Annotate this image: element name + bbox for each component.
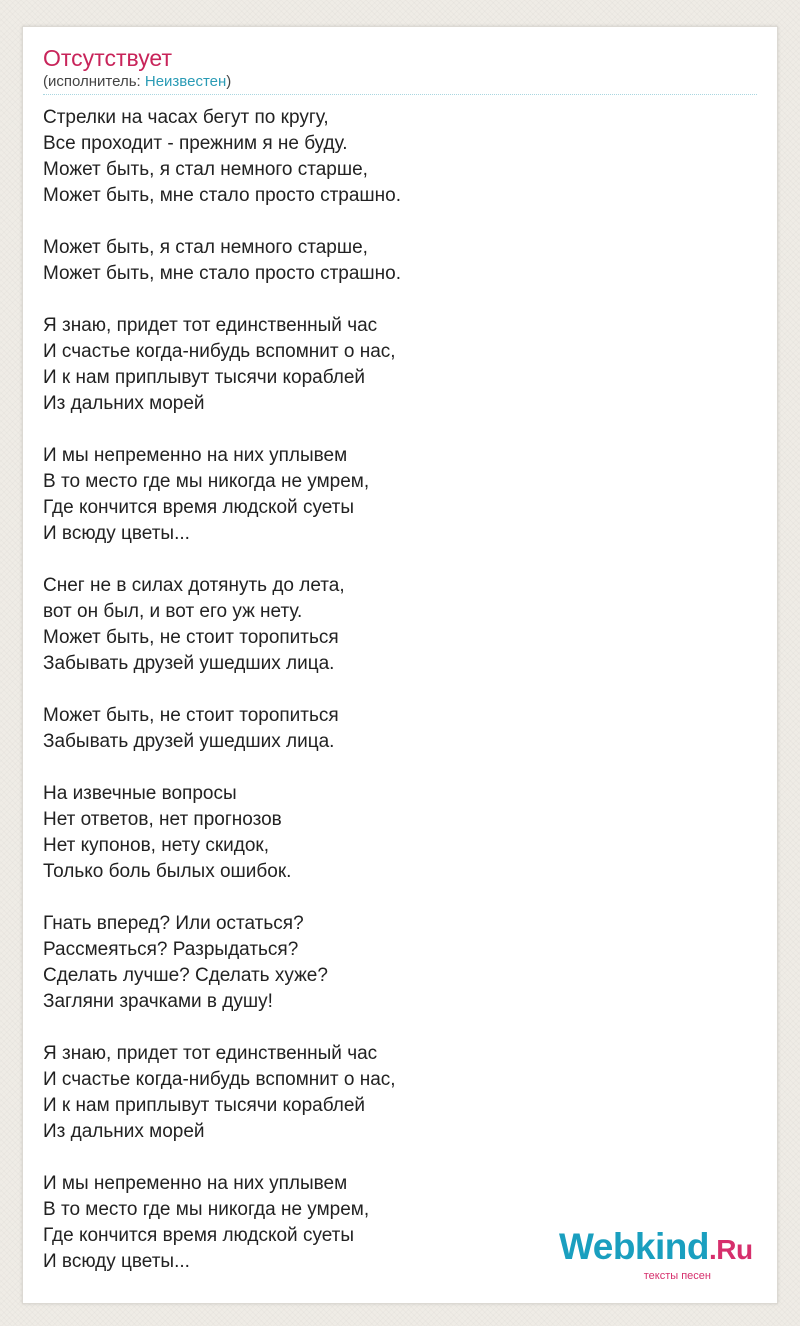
lyric-line: Только боль былых ошибок. xyxy=(43,861,292,882)
lyric-line: Рассмеяться? Разрыдаться? xyxy=(43,939,299,960)
logo-wordmark xyxy=(559,1226,753,1270)
logo-tld: .Ru xyxy=(709,1234,753,1265)
stanza xyxy=(43,105,743,209)
lyric-line: И к нам приплывут тысячи кораблей xyxy=(43,367,366,388)
lyric-line: Снег не в силах дотянуть до лета, xyxy=(43,575,345,596)
lyric-line: Где кончится время людской суеты xyxy=(43,497,355,518)
lyric-line: Может быть, я стал немного старше, xyxy=(43,237,368,258)
stanza xyxy=(43,235,743,287)
lyric-line: В то место где мы никогда не умрем, xyxy=(43,471,370,492)
lyric-line: вот он был, и вот его уж нету. xyxy=(43,601,303,622)
artist-suffix: ) xyxy=(226,73,232,90)
lyric-line: И к нам приплывут тысячи кораблей xyxy=(43,1095,366,1116)
lyric-line: Я знаю, придет тот единственный час xyxy=(43,1043,378,1064)
lyric-line: Забывать друзей ушедших лица. xyxy=(43,731,335,752)
stanza xyxy=(43,573,743,677)
lyric-line: И мы непременно на них уплывем xyxy=(43,1173,348,1194)
lyric-line: И всюду цветы... xyxy=(43,1251,190,1272)
lyric-line: Из дальних морей xyxy=(43,1121,205,1142)
lyric-line: Сделать лучше? Сделать хуже? xyxy=(43,965,328,986)
lyric-line: Из дальних морей xyxy=(43,393,205,414)
lyric-line: Может быть, не стоит торопиться xyxy=(43,705,339,726)
lyric-line: Все проходит - прежним я не буду. xyxy=(43,133,348,154)
title-divider xyxy=(43,94,757,95)
lyric-line: Я знаю, придет тот единственный час xyxy=(43,315,378,336)
lyric-line: Нет ответов, нет прогнозов xyxy=(43,809,282,830)
lyric-line: В то место где мы никогда не умрем, xyxy=(43,1199,370,1220)
lyric-line: Нет купонов, нету скидок, xyxy=(43,835,270,856)
stanza xyxy=(43,703,743,755)
stanza xyxy=(43,313,743,417)
artist-line xyxy=(43,73,231,91)
lyric-line: Загляни зрачками в душу! xyxy=(43,991,273,1012)
artist-link[interactable]: Неизвестен xyxy=(144,73,227,90)
stanza xyxy=(43,1041,743,1145)
site-logo[interactable] xyxy=(559,1226,753,1282)
lyric-line: Может быть, не стоит торопиться xyxy=(43,627,339,648)
lyric-line: Стрелки на часах бегут по кругу, xyxy=(43,107,329,128)
lyrics-card xyxy=(22,26,778,1304)
logo-name: Webkind xyxy=(559,1226,709,1267)
stanza xyxy=(43,443,743,547)
stanza xyxy=(43,781,743,885)
lyrics-body xyxy=(43,105,743,1301)
lyric-line: И счастье когда-нибудь вспомнит о нас, xyxy=(43,1069,396,1090)
artist-prefix: (исполнитель: xyxy=(43,73,145,90)
lyric-line: Забывать друзей ушедших лица. xyxy=(43,653,335,674)
lyric-line: И счастье когда-нибудь вспомнит о нас, xyxy=(43,341,396,362)
lyric-line: Может быть, я стал немного старше, xyxy=(43,159,368,180)
song-title: Отсутствует xyxy=(43,45,172,71)
stanza xyxy=(43,911,743,1015)
lyric-line: И мы непременно на них уплывем xyxy=(43,445,348,466)
lyric-line: Гнать вперед? Или остаться? xyxy=(43,913,304,934)
lyric-line: Может быть, мне стало просто страшно. xyxy=(43,263,401,284)
lyric-line: И всюду цветы... xyxy=(43,523,190,544)
logo-tagline: тексты песен xyxy=(643,1270,711,1282)
lyric-line: На извечные вопросы xyxy=(43,783,237,804)
lyric-line: Где кончится время людской суеты xyxy=(43,1225,355,1246)
lyric-line: Может быть, мне стало просто страшно. xyxy=(43,185,401,206)
